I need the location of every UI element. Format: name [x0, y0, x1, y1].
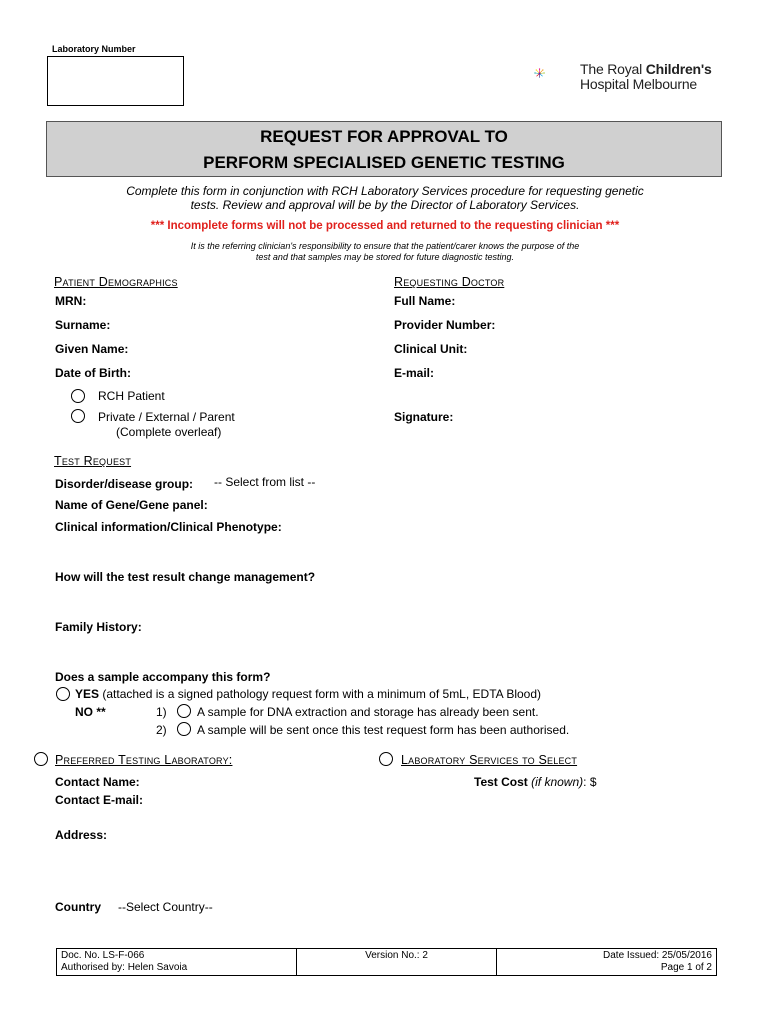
authorised-by: Authorised by: Helen Savoia: [61, 961, 188, 973]
sample-yes-label: YES (attached is a signed pathology request form with a minimum of 5mL, EDTA Blood): [75, 687, 541, 701]
preferred-lab-heading: Preferred Testing Laboratory:: [55, 753, 233, 767]
sample-no-label: NO **: [75, 705, 106, 719]
family-history-field[interactable]: Family History:: [55, 620, 142, 634]
complete-overleaf-note: (Complete overleaf): [116, 425, 222, 439]
hospital-logo-text: The Royal Children's Hospital Melbourne: [580, 61, 712, 92]
address-field[interactable]: Address:: [55, 828, 108, 842]
mrn-field[interactable]: MRN:: [55, 294, 87, 308]
incomplete-forms-warning: *** Incomplete forms will not be processed and returned to the requesting clinician ***: [150, 220, 620, 232]
sample-option-1-number: 1): [156, 705, 167, 719]
management-change-field[interactable]: How will the test result change management?: [55, 570, 316, 584]
email-field[interactable]: E-mail:: [394, 366, 435, 380]
sample-option-1-radio[interactable]: [177, 704, 191, 718]
contact-name-field[interactable]: Contact Name:: [55, 775, 140, 789]
document-footer: [56, 948, 717, 976]
test-request-heading: Test Request: [54, 454, 132, 468]
version-number: Version No.: 2: [297, 949, 497, 975]
clinical-unit-field[interactable]: Clinical Unit:: [394, 342, 468, 356]
disorder-group-label: Disorder/disease group:: [55, 477, 194, 491]
gene-panel-field[interactable]: Name of Gene/Gene panel:: [55, 498, 208, 512]
preferred-lab-radio[interactable]: [34, 752, 48, 766]
clinical-phenotype-field[interactable]: Clinical information/Clinical Phenotype:: [55, 520, 282, 534]
given-name-field[interactable]: Given Name:: [55, 342, 129, 356]
full-name-field[interactable]: Full Name:: [394, 294, 456, 308]
lab-services-radio[interactable]: [379, 752, 393, 766]
disorder-group-select[interactable]: -- Select from list --: [214, 475, 316, 489]
laboratory-number-field[interactable]: [47, 56, 184, 106]
form-instructions: Complete this form in conjunction with RCH Laboratory Services procedure for requesting genetic tests. Review and approval will be by the Director of Laboratory Services.: [126, 184, 644, 212]
date-of-birth-field[interactable]: Date of Birth:: [55, 366, 131, 380]
provider-number-field[interactable]: Provider Number:: [394, 318, 496, 332]
test-cost-field[interactable]: Test Cost (if known): $: [474, 775, 597, 789]
rch-logo-icon: [534, 50, 582, 98]
private-external-radio[interactable]: [71, 409, 85, 423]
sample-option-2-label: A sample will be sent once this test request form has been authorised.: [197, 723, 570, 737]
lab-services-heading: Laboratory Services to Select: [401, 753, 578, 767]
contact-email-field[interactable]: Contact E-mail:: [55, 793, 144, 807]
rch-patient-radio[interactable]: [71, 389, 85, 403]
sample-question: Does a sample accompany this form?: [55, 670, 271, 684]
requesting-doctor-heading: Requesting Doctor: [394, 275, 505, 289]
form-title: REQUEST FOR APPROVAL TO PERFORM SPECIALISED GENETIC TESTING: [46, 121, 722, 177]
surname-field[interactable]: Surname:: [55, 318, 111, 332]
country-label: Country: [55, 900, 101, 914]
signature-field[interactable]: Signature:: [394, 410, 454, 424]
page-number: Page 1 of 2: [660, 961, 712, 973]
patient-demographics-heading: Patient Demographics: [54, 275, 178, 289]
sample-yes-radio[interactable]: [56, 687, 70, 701]
date-issued: Date Issued: 25/05/2016: [603, 950, 712, 961]
private-external-label: Private / External / Parent: [98, 410, 235, 424]
clinician-responsibility-note: It is the referring clinician's responsibility to ensure that the patient/carer knows the purpose of the test and that samples may be stored for future diagnostic testing.: [190, 241, 580, 262]
sample-option-1-label: A sample for DNA extraction and storage has already been sent.: [197, 705, 539, 719]
laboratory-number-label: Laboratory Number: [52, 44, 136, 54]
rch-patient-label: RCH Patient: [98, 389, 165, 403]
sample-option-2-number: 2): [156, 723, 167, 737]
sample-option-2-radio[interactable]: [177, 722, 191, 736]
country-select[interactable]: --Select Country--: [118, 900, 213, 914]
doc-number: Doc. No. LS-F-066: [61, 950, 145, 961]
